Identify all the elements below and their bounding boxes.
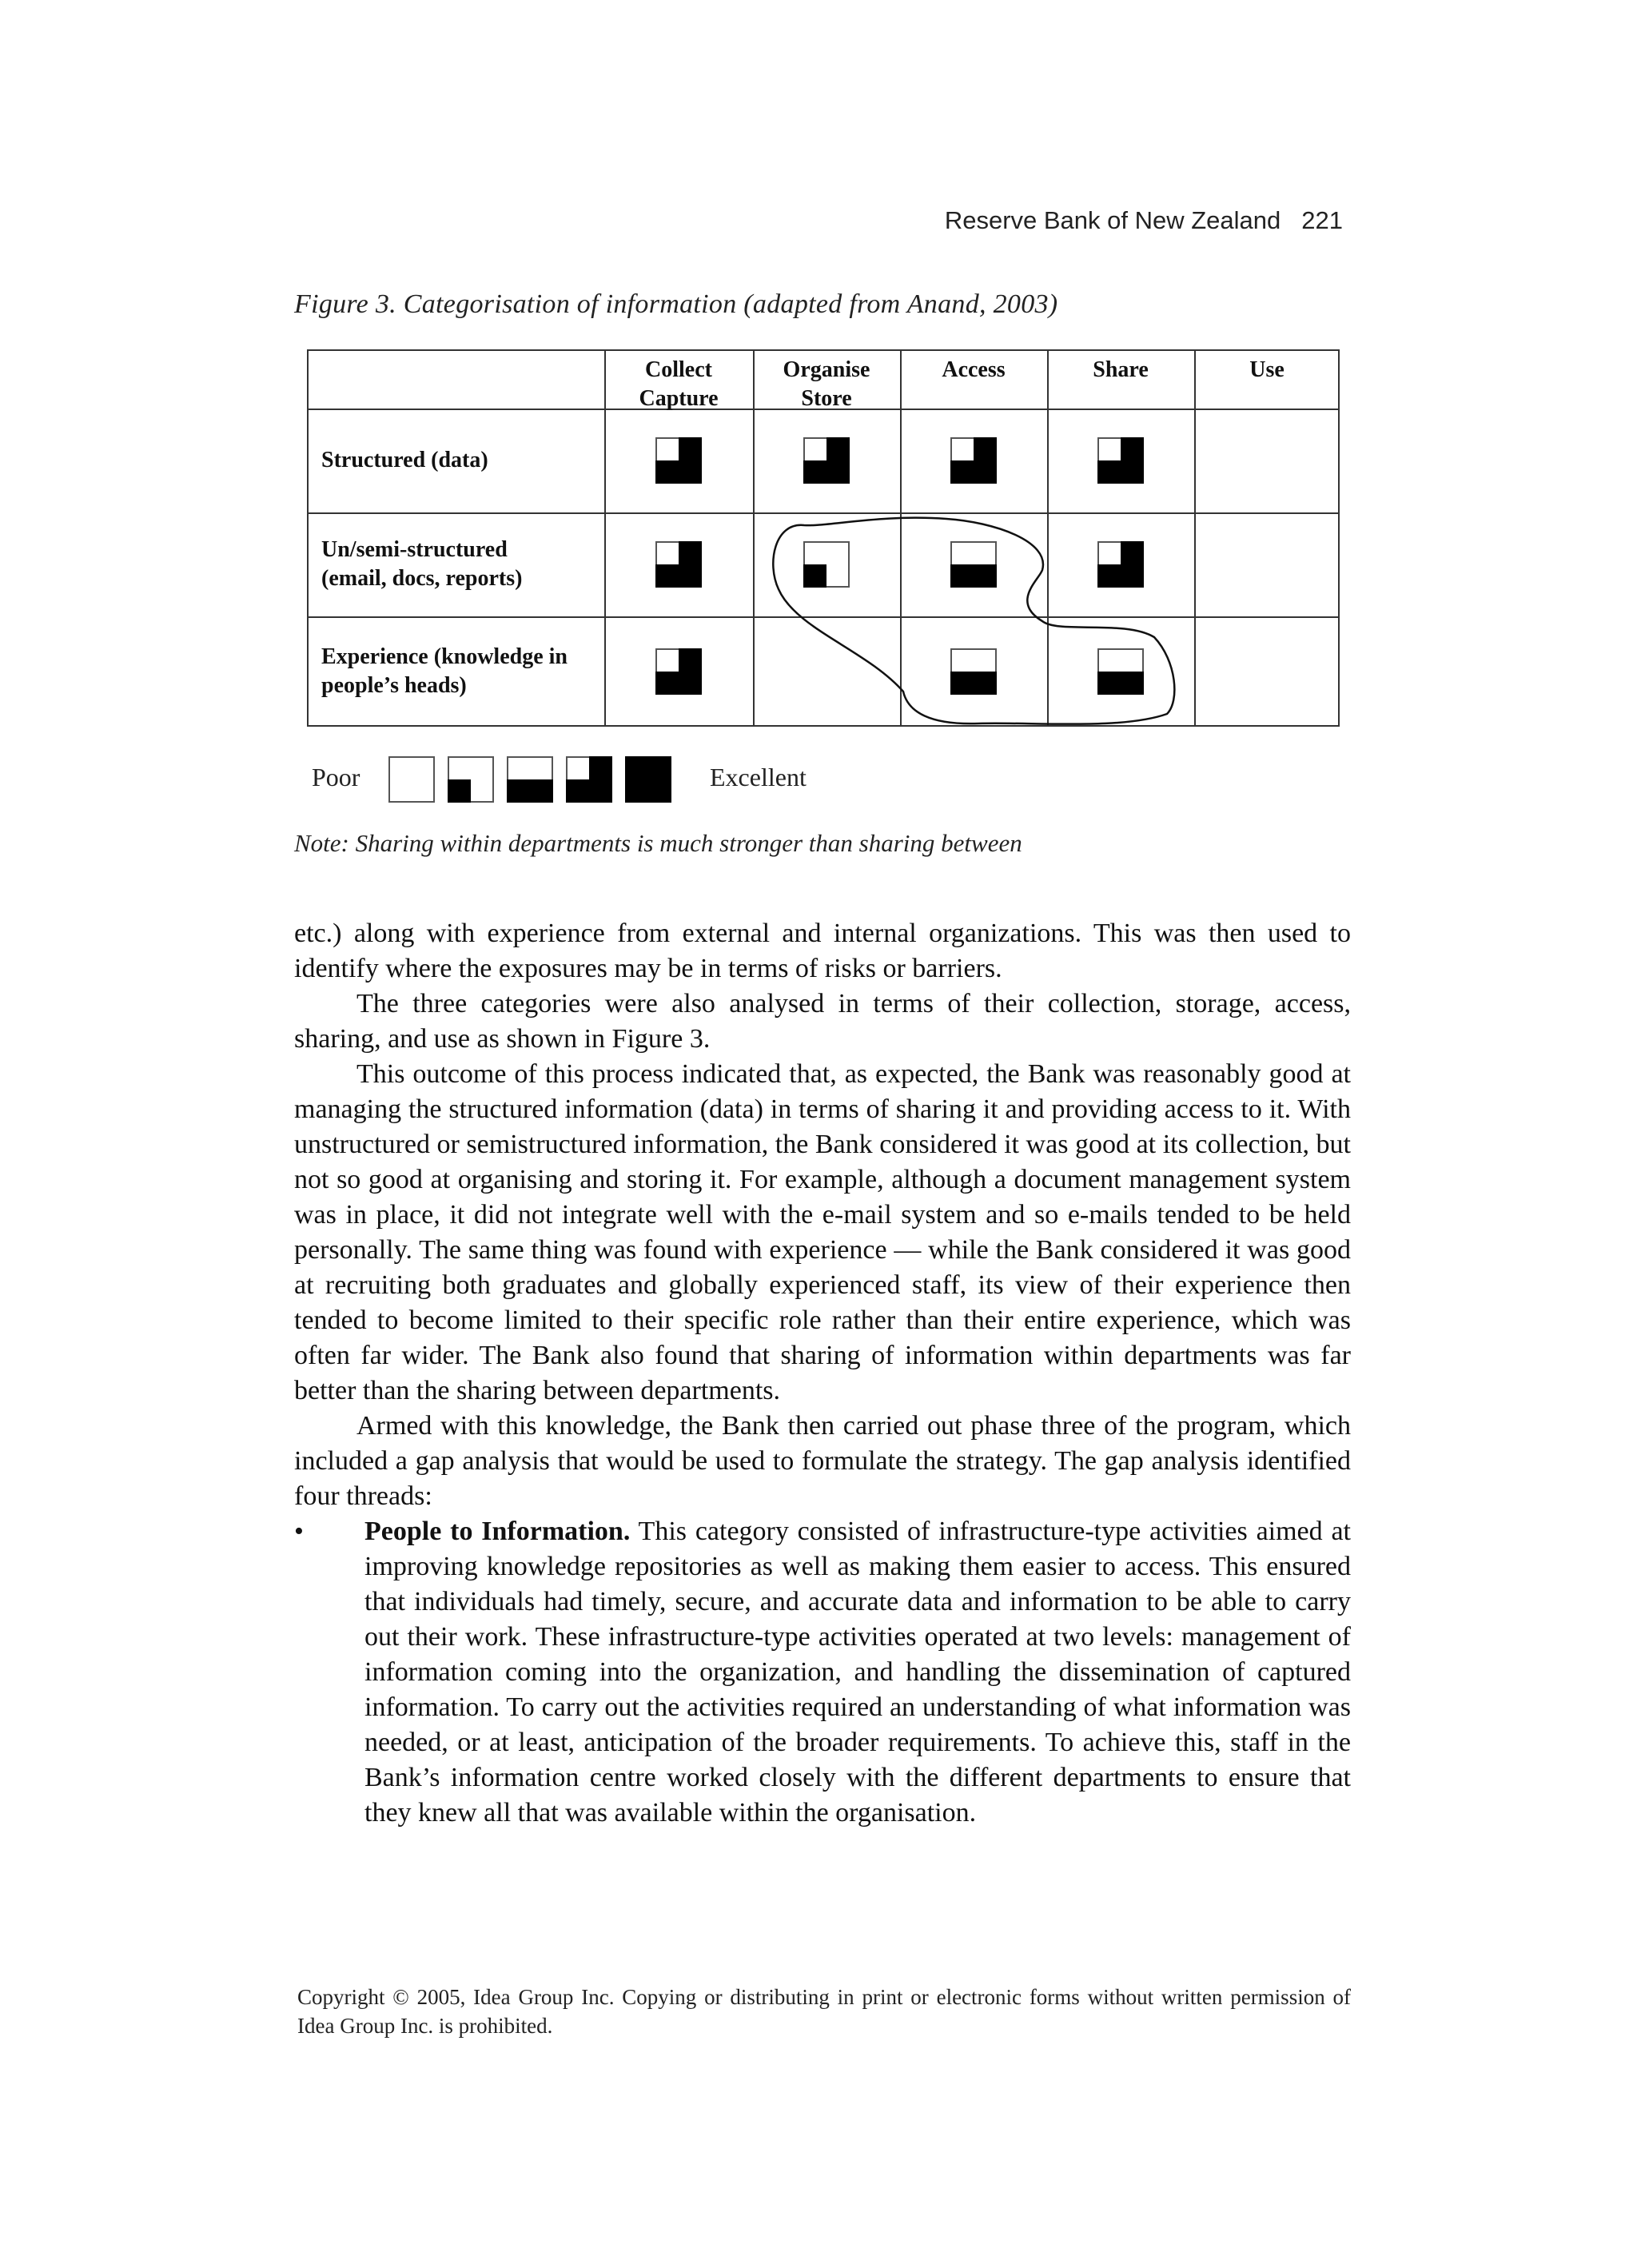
- rating-icon: [1097, 541, 1144, 588]
- table-vertical-line: [1194, 349, 1196, 727]
- rating-fill: [1097, 564, 1121, 588]
- rating-icon: [1097, 648, 1144, 695]
- running-head: [945, 206, 1343, 235]
- table-vertical-line: [1338, 349, 1340, 727]
- rating-fill: [826, 460, 850, 484]
- rating-fill: [530, 779, 553, 803]
- rating-fill: [589, 779, 612, 803]
- rating-fill: [974, 564, 997, 588]
- legend-excellent-label: Excellent: [710, 763, 807, 791]
- copyright-footer: Copyright © 2005, Idea Group Inc. Copying or distributing in print or electronic forms without written permission of Idea Group Inc. is prohibited.: [297, 1985, 1351, 2038]
- bullet-title: People to Information.: [364, 1517, 631, 1546]
- legend-rating-icon: [566, 756, 612, 803]
- page-number: 221: [1301, 206, 1343, 234]
- column-header: Share: [1093, 357, 1149, 382]
- figure-note: Note: Sharing within departments is much stronger than sharing between: [294, 829, 1022, 857]
- paragraph-4: Armed with this knowledge, the Bank then carried out phase three of the program, which included a gap analysis that would be used to formulate the strategy. The gap analysis identified four threads:: [294, 1411, 1351, 1511]
- rating-fill: [655, 564, 679, 588]
- rating-fill: [950, 672, 974, 695]
- rating-fill: [655, 460, 679, 484]
- rating-icon: [655, 648, 702, 695]
- rating-box: [388, 756, 435, 803]
- legend-rating-icon: [448, 756, 494, 803]
- rating-fill: [974, 672, 997, 695]
- rating-fill: [679, 672, 702, 695]
- rating-fill: [507, 779, 530, 803]
- paragraph-2: The three categories were also analysed in terms of their collection, storage, access, sharing, and use as shown in Figure 3.: [294, 989, 1351, 1054]
- rating-fill: [803, 460, 826, 484]
- rating-fill: [950, 460, 974, 484]
- rating-fill: [1121, 672, 1144, 695]
- legend-rating-icon: [625, 756, 671, 803]
- rating-icon: [803, 437, 850, 484]
- rating-fill: [803, 564, 826, 588]
- bullet-body: [364, 1514, 1351, 1831]
- rating-fill: [679, 648, 702, 672]
- rating-fill: [679, 564, 702, 588]
- rating-icon: [1097, 437, 1144, 484]
- table-horizontal-line: [307, 512, 1340, 514]
- legend-rating-icon: [388, 756, 435, 803]
- rating-fill: [1097, 460, 1121, 484]
- table-horizontal-line: [307, 725, 1340, 727]
- paragraph-1: etc.) along with experience from external and internal organizations. This was then used to identify where the exposures may be in terms of risks or barriers.: [294, 919, 1351, 983]
- rating-fill: [566, 779, 589, 803]
- rating-fill: [679, 541, 702, 564]
- column-header: Access: [942, 357, 1006, 382]
- rating-fill: [589, 756, 612, 779]
- rating-icon: [803, 541, 850, 588]
- rating-fill: [648, 756, 671, 779]
- rating-fill: [950, 564, 974, 588]
- rating-fill: [679, 460, 702, 484]
- table-vertical-line: [900, 349, 902, 727]
- row-label: Structured (data): [321, 448, 488, 472]
- rating-fill: [1121, 541, 1144, 564]
- rating-fill: [648, 779, 671, 803]
- rating-fill: [974, 437, 997, 460]
- bullet-item: [294, 1514, 1351, 1831]
- rating-icon: [655, 541, 702, 588]
- rating-fill: [1121, 564, 1144, 588]
- rating-icon: [950, 541, 997, 588]
- row-label: Experience (knowledge in people’s heads): [321, 644, 568, 698]
- rating-fill: [448, 779, 471, 803]
- rating-fill: [679, 437, 702, 460]
- running-head-title: Reserve Bank of New Zealand: [944, 206, 1281, 234]
- table-vertical-line: [307, 349, 309, 727]
- rating-fill: [655, 672, 679, 695]
- table-vertical-line: [1047, 349, 1049, 727]
- paragraph-3: This outcome of this process indicated that, as expected, the Bank was reasonably good at managing the structured information (data) in terms of sharing it and providing access to it. With unstructured or semistructured information, the Bank considered it was good at its collection, but not so good at organising and storing it. For example, although a document management system was in place, it did not integrate well with the e-mail system and so e-mails tended to be held personally. The same thing was found with experience — while the Bank considered it was good at recruiting both graduates and globally experienced staff, its view of their experience then tended to become limited to their specific role rather than their entire experience, which was often far wider. The Bank also found that sharing of information within departments was far better than the sharing between departments.: [294, 1059, 1351, 1405]
- rating-fill: [974, 460, 997, 484]
- figure-caption: Figure 3. Categorisation of information (adapted from Anand, 2003): [294, 289, 1058, 319]
- rating-fill: [1121, 460, 1144, 484]
- rating-fill: [625, 756, 648, 779]
- column-header: Collect Capture: [639, 357, 719, 411]
- rating-fill: [1097, 672, 1121, 695]
- table-horizontal-line: [307, 616, 1340, 618]
- column-header: Organise Store: [783, 357, 870, 411]
- column-header: Use: [1249, 357, 1285, 382]
- rating-fill: [826, 437, 850, 460]
- row-label: Un/semi-structured (email, docs, reports): [321, 537, 523, 591]
- rating-icon: [950, 437, 997, 484]
- rating-icon: [655, 437, 702, 484]
- legend-rating-icon: [507, 756, 553, 803]
- table-horizontal-line: [307, 349, 1340, 351]
- rating-fill: [1121, 437, 1144, 460]
- figure-table: [307, 349, 1340, 727]
- legend-poor-label: Poor: [312, 763, 360, 791]
- bullet-symbol: •: [294, 1517, 304, 1546]
- body-text: [294, 916, 1351, 1831]
- bullet-text: This category consisted of infrastructure-type activities aimed at improving knowledge repositories as well as making them easier to access. This ensured that individuals had timely, secure, and accurate data and information to be able to carry out their work. These infrastructure-type activities operated at two levels: management of information coming into the organization, and handling the dissemination of captured information. To carry out the activities required an understanding of what information was needed, or at least, anticipation of the broader requirements. To achieve this, staff in the Bank’s information centre worked closely with the different departments to ensure that they knew all that was available within the organisation.: [364, 1517, 1352, 1828]
- rating-icon: [950, 648, 997, 695]
- rating-fill: [625, 779, 648, 803]
